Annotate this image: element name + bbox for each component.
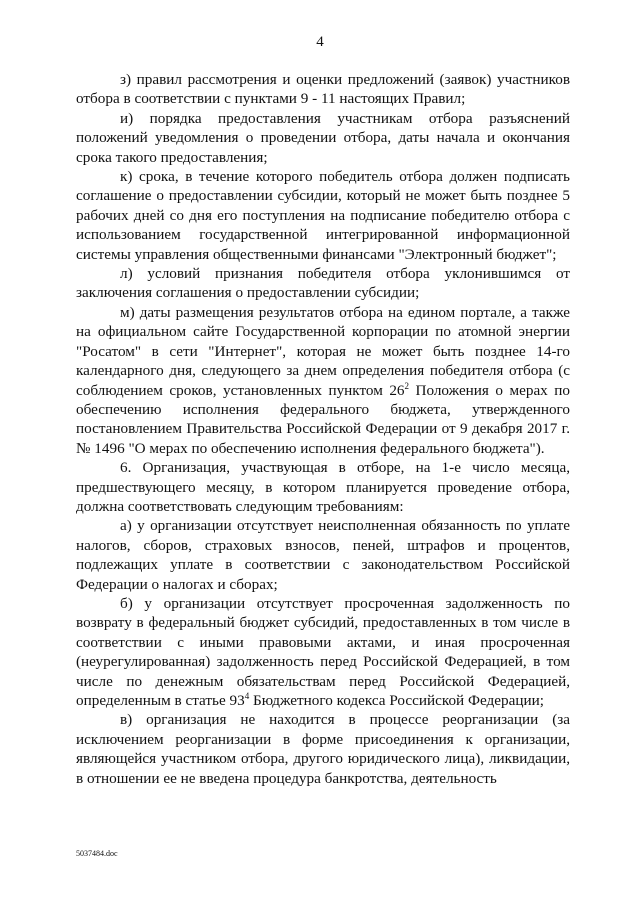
paragraph-b-text-start: б) у организации отсутствует просроченная задолженность по возврату в федеральный бюджет субсидий, предоставленных в том числе в соответствии с иными правовыми актами, и иная просроченная (неурегулированная) задолженность перед Российской Федерацией, в том числе по денежным обязательствам перед Российской Федерацией, определенным в статье 93 xyxy=(76,594,570,709)
paragraph-b xyxy=(76,594,570,710)
paragraph-i: и) порядка предоставления участникам отбора разъяснений положений уведомления о проведении отбора, даты начала и окончания срока такого предоставления; xyxy=(76,109,570,166)
paragraph-b-text-end: Бюджетного кодекса Российской Федерации; xyxy=(249,692,544,709)
paragraph-m-superscript: 2 xyxy=(404,380,409,391)
paragraph-m-text-start: м) даты размещения результатов отбора на едином портале, а также на официальном сайте Государственной корпорации по атомной энергии "Росатом" в сети "Интернет", которая не может быть позднее 14-го календарного дня, следующего за днем определения победителя отбора (с соблюдением сроков, установленных пунктом 26 xyxy=(76,303,570,399)
paragraph-m xyxy=(76,303,570,458)
footer-doc-reference: 5037484.doc xyxy=(76,849,118,858)
paragraph-m-text-end: Положения о мерах по обеспечению исполнения федерального бюджета, утвержденного постановлением Правительства Российской Федерации от 9 декабря 2017 г. № 1496 "О мерах по обеспечению исполнения федерального бюджета"). xyxy=(76,381,570,457)
paragraph-b-superscript: 4 xyxy=(244,691,250,701)
paragraph-v: в) организация не находится в процессе реорганизации (за исключением реорганизации в форме присоединения к организации, являющейся участником отбора, другого юридического лица), ликвидации, в отношении ее не введена процедура банкротства, деятельность xyxy=(76,711,570,787)
paragraph-a: а) у организации отсутствует неисполненная обязанность по уплате налогов, сборов, страховых взносов, пеней, штрафов и процентов, подлежащих уплате в соответствии с законодательством Российской Федерации о налогах и сборах; xyxy=(76,517,570,593)
document-body xyxy=(76,70,570,788)
paragraph-l: л) условий признания победителя отбора уклонившимся от заключения соглашения о предоставлении субсидии; xyxy=(76,265,570,302)
paragraph-k: к) срока, в течение которого победитель отбора должен подписать соглашение о предоставлении субсидии, который не может быть позднее 5 рабочих дней со дня его поступления на подписание победителю отбора с использованием государственной интегрированной информационной системы управления общественными финансами "Электронный бюджет"; xyxy=(76,168,570,263)
paragraph-6: 6. Организация, участвующая в отборе, на 1-е число месяца, предшествующего месяцу, в котором планируется проведение отбора, должна соответствовать следующим требованиям: xyxy=(76,459,570,515)
paragraph-z: з) правил рассмотрения и оценки предложений (заявок) участников отбора в соответствии с пунктами 9 - 11 настоящих Правил; xyxy=(76,71,570,108)
page-number: 4 xyxy=(316,34,324,50)
